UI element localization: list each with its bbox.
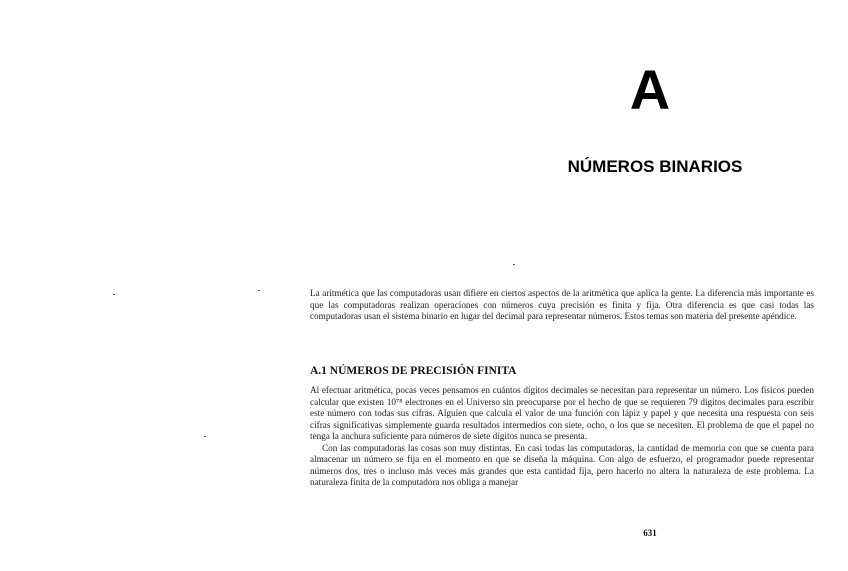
chapter-title: NÚMEROS BINARIOS	[567, 157, 743, 176]
scan-speck	[113, 294, 115, 295]
scan-speck	[513, 264, 515, 265]
intro-text: La aritmética que las computadoras usan difiere en ciertos aspectos de la aritmética que aplica la gente. La diferencia más importante es que las computadoras realizan operaciones con números cuya precisión es finita y fija. Otra diferencia es que casi todas las computadoras usan el sistema binario en lugar del decimal para representar números. Estos temas son materia del presente apéndice.	[310, 288, 814, 321]
body-paragraph-1: Al efectuar aritmética, pocas veces pensamos en cuántos dígitos decimales se necesitan para representar un número. Los físicos pueden calcular que existen 10⁷⁸ electrones en el Universo sin preocuparse por el hecho de que se requieren 79 dígitos decimales para escribir este número con todas sus cifras. Alguien que calcula el valor de una función con lápiz y papel y que necesita una respuesta con seis cifras significativas simplemente guarda resultados intermedios con siete, ocho, o los que se necesiten. El problema de que el papel no tenga la anchura suficiente para números de siete dígitos nunca se presenta.	[310, 385, 814, 441]
section-body	[310, 385, 814, 489]
page-number: 631	[643, 528, 657, 538]
chapter-letter: A	[629, 58, 671, 121]
intro-paragraph	[310, 288, 814, 323]
section-heading: A.1 NÚMEROS DE PRECISIÓN FINITA	[310, 365, 517, 377]
scan-speck	[204, 436, 206, 437]
scan-speck	[258, 290, 260, 291]
body-paragraph-2: Con las computadoras las cosas son muy distintas. En casi todas las computadoras, la cantidad de memoria con que se cuenta para almacenar un número se fija en el momento en que se diseña la máquina. Con algo de esfuerzo, el programador puede representar números dos, tres o incluso más veces más grandes que esta cantidad fija, pero hacerlo no altera la naturaleza de este problema. La naturaleza finita de la computadora nos obliga a manejar	[310, 442, 814, 487]
